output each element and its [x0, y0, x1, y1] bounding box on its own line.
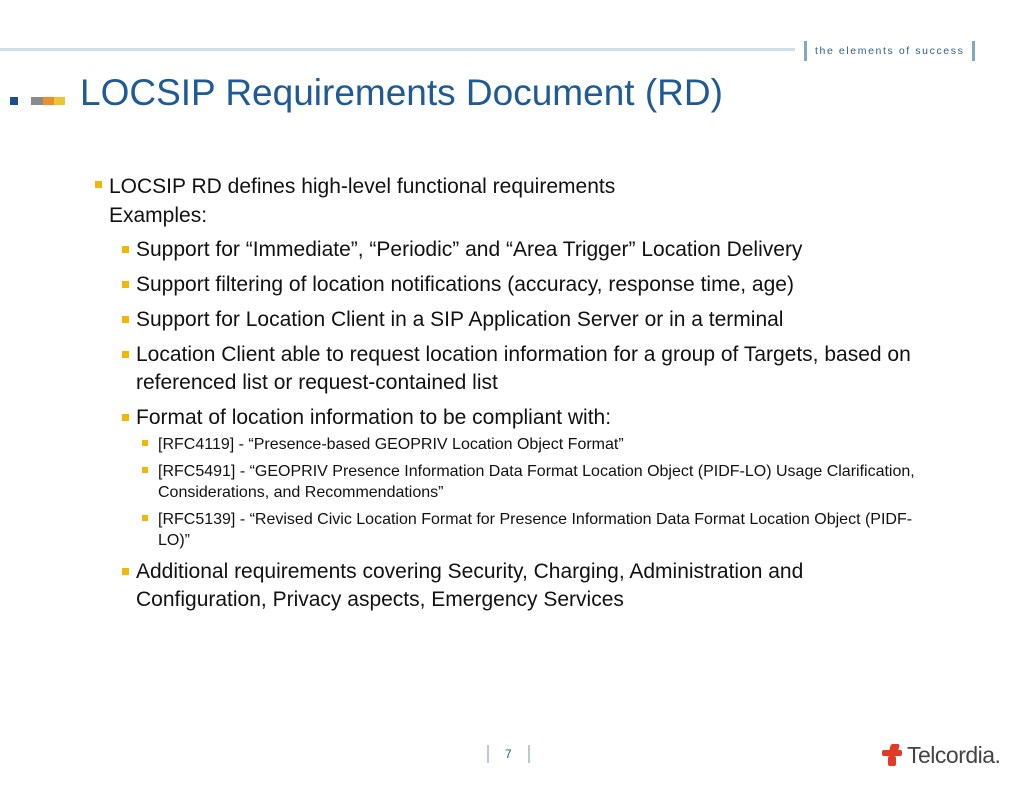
tagline-right-bar — [972, 41, 975, 61]
page-number-group — [487, 744, 530, 764]
logo-wordmark: Telcordia. — [907, 741, 1001, 768]
gray-square-icon — [31, 97, 43, 105]
sub-bullet-list — [109, 236, 925, 614]
reference-item — [136, 461, 925, 503]
bullet-square-icon — [122, 568, 129, 575]
bullet-square-icon — [122, 414, 129, 421]
list-item — [95, 236, 925, 264]
reference-text: [RFC5491] - “GEOPRIV Presence Information Data Format Location Object (PIDF-LO) Usage Clarification, Considerations, and Recommendations” — [158, 463, 915, 501]
list-item-text: Support for Location Client in a SIP Application Server or in a terminal — [136, 308, 784, 331]
main-bullet — [95, 172, 925, 614]
orange-square-icon — [43, 97, 54, 105]
title-decoration-squares — [10, 96, 65, 105]
list-item — [95, 271, 925, 299]
header-tagline: the elements of success — [815, 45, 965, 57]
blue-square-icon — [10, 97, 18, 105]
reference-text: [RFC5139] - “Revised Civic Location Format for Presence Information Data Format Location Object (PIDF-LO)” — [158, 511, 913, 549]
list-item-text: Location Client able to request location information for a group of Targets, based on referenced list or request-contained list — [136, 343, 911, 394]
slide-title: LOCSIP Requirements Document (RD) — [80, 72, 723, 113]
list-item — [95, 341, 925, 397]
header-rule — [0, 48, 795, 51]
main-bullet-subtext: Examples: — [109, 204, 208, 227]
list-item — [95, 558, 925, 614]
slide-content — [95, 172, 925, 621]
bullet-square-icon — [95, 181, 102, 188]
telcordia-logo — [880, 742, 1000, 768]
list-item-text: Additional requirements covering Security, Charging, Administration and Configuration, Privacy aspects, Emergency Services — [136, 560, 804, 611]
header-tagline-group — [804, 41, 975, 61]
reference-text: [RFC4119] - “Presence-based GEOPRIV Location Object Format” — [158, 436, 624, 453]
bullet-square-icon — [142, 440, 148, 446]
bullet-square-icon — [122, 351, 129, 358]
bullet-square-icon — [142, 467, 148, 473]
page-right-bar — [528, 745, 530, 763]
list-item-text: Support filtering of location notifications (accuracy, response time, age) — [136, 273, 794, 296]
list-item-text: Format of location information to be compliant with: — [136, 406, 612, 429]
telcordia-mark-icon — [880, 744, 904, 766]
main-bullet-text: LOCSIP RD defines high-level functional requirements — [109, 175, 616, 198]
reference-item — [136, 434, 925, 455]
list-item-text: Support for “Immediate”, “Periodic” and “Area Trigger” Location Delivery — [136, 238, 803, 261]
bullet-square-icon — [142, 515, 148, 521]
yellow-square-icon — [54, 97, 65, 105]
page-number: 7 — [505, 747, 512, 761]
format-reference-list — [136, 434, 925, 551]
bullet-list — [95, 172, 925, 614]
list-item — [95, 306, 925, 334]
reference-item — [136, 509, 925, 551]
bullet-square-icon — [122, 246, 129, 253]
bullet-square-icon — [122, 316, 129, 323]
bullet-square-icon — [122, 281, 129, 288]
list-item — [95, 404, 925, 551]
